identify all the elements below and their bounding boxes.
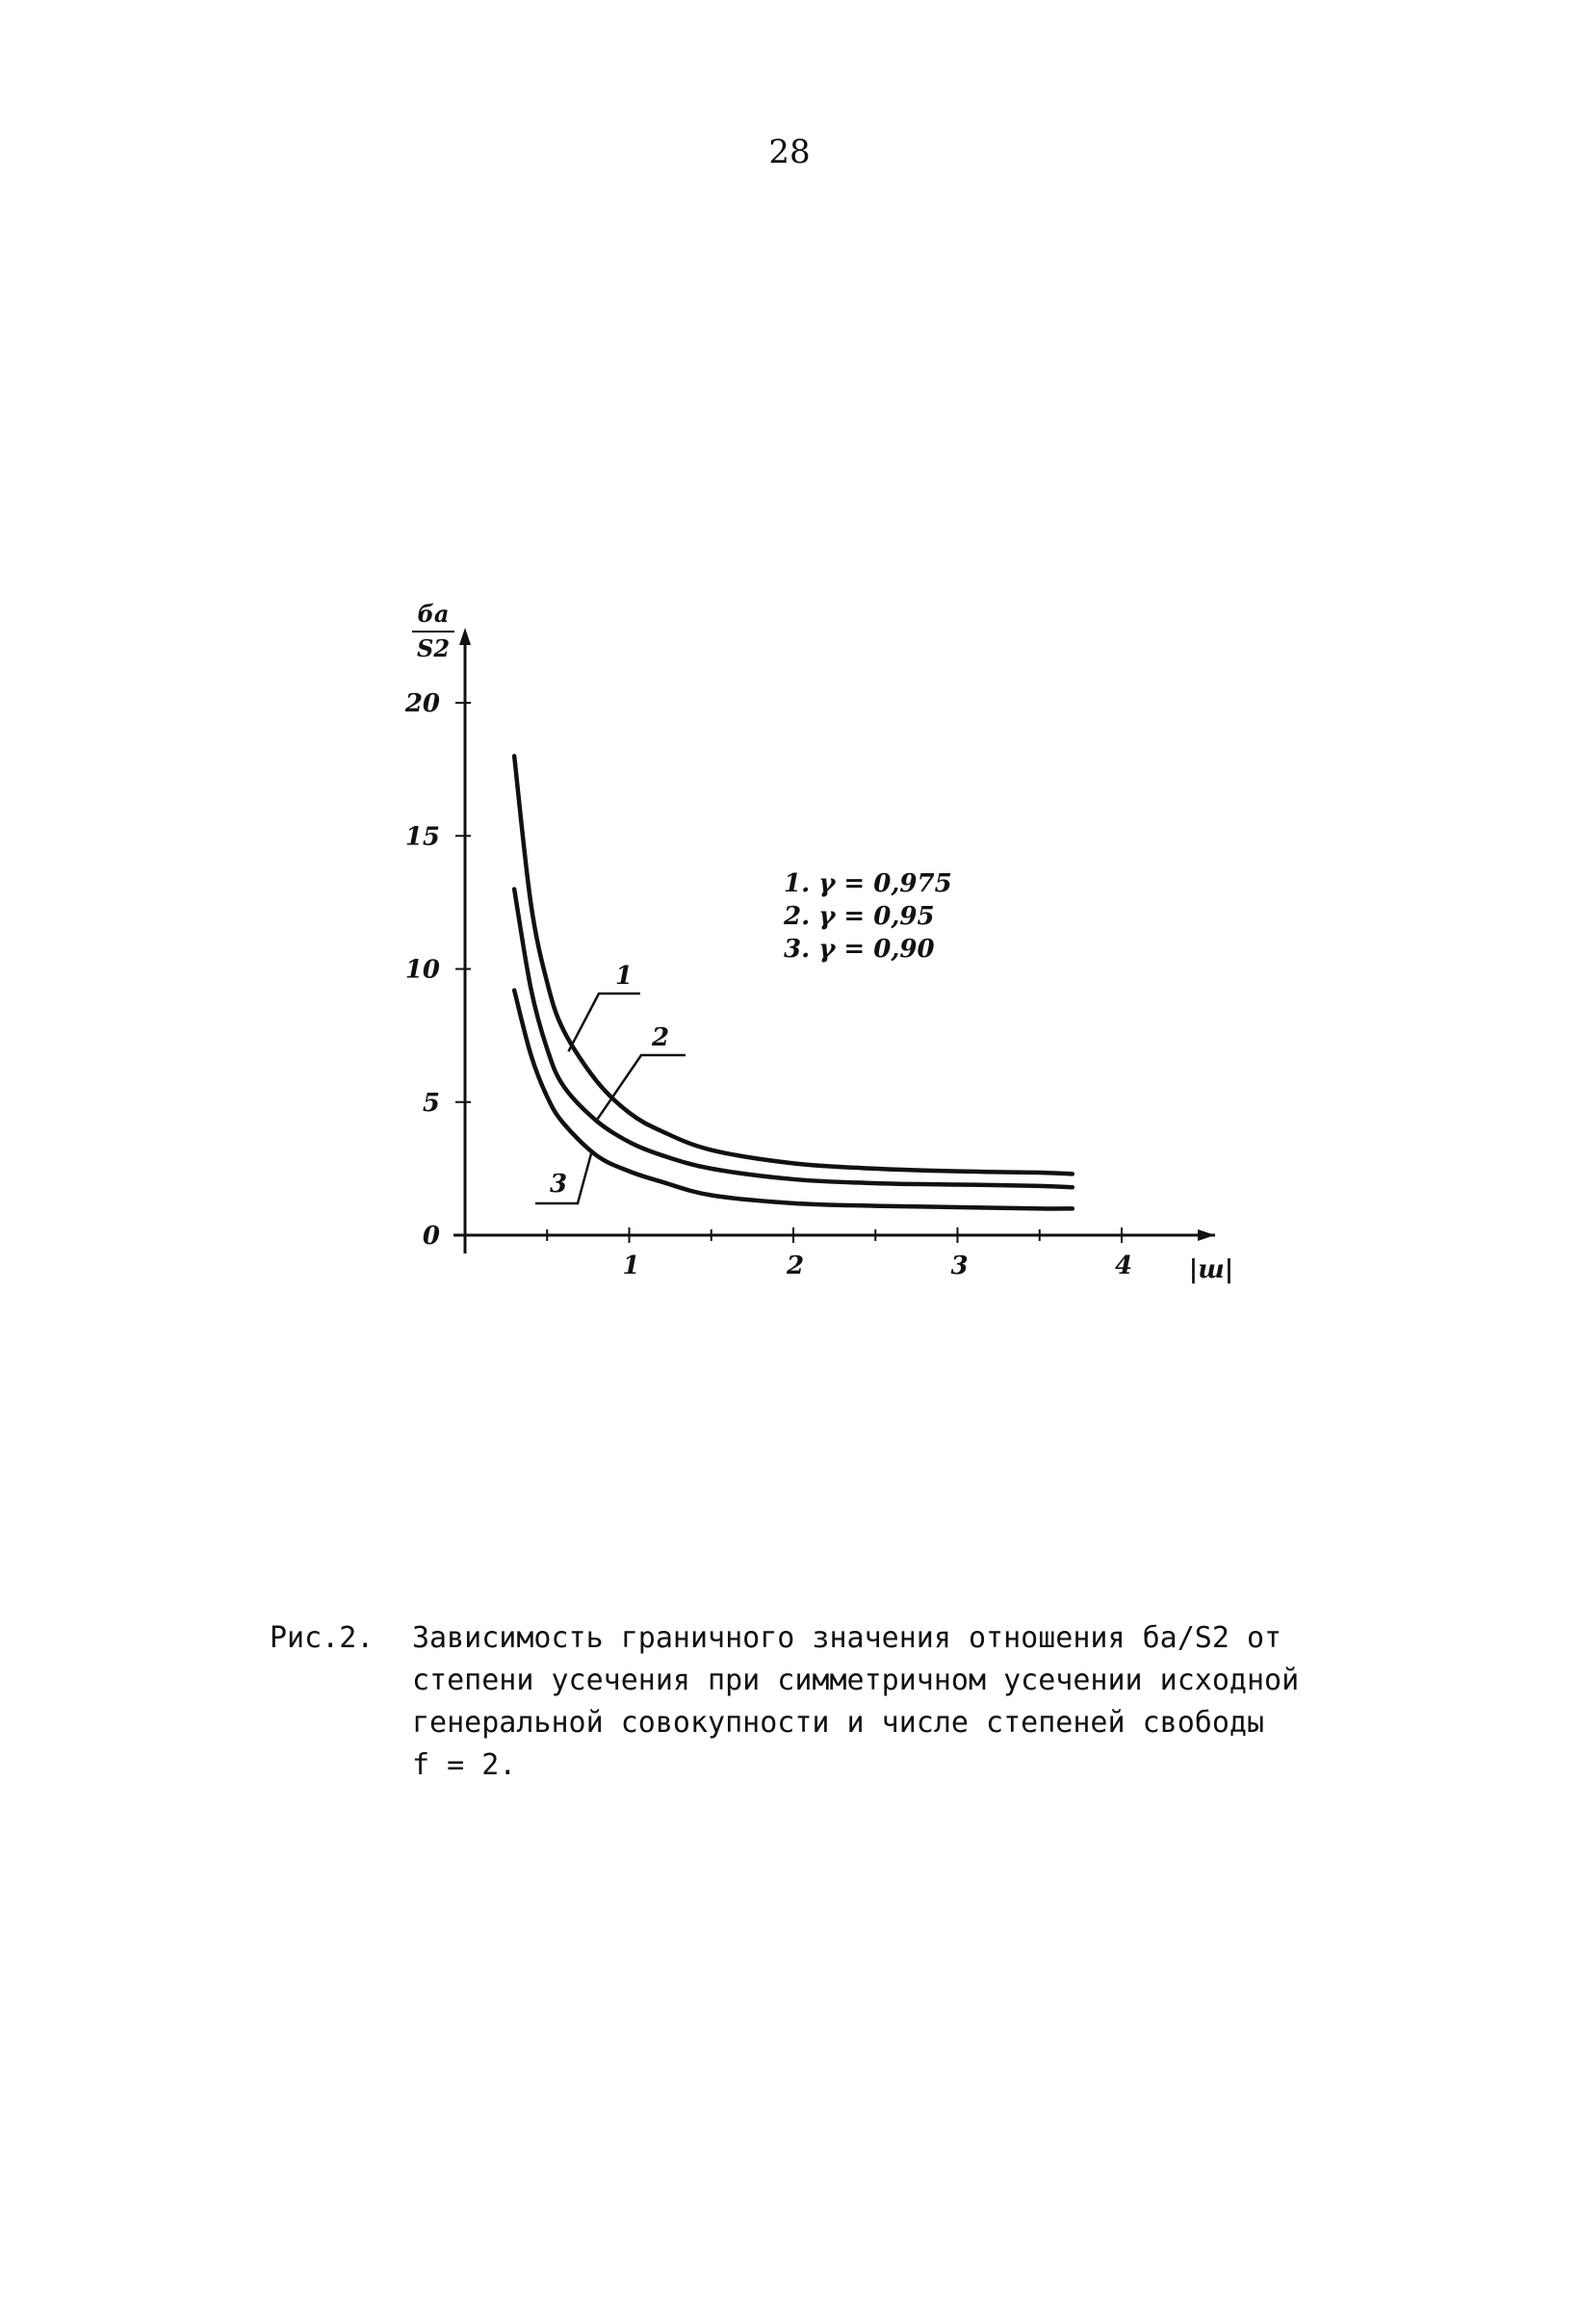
y-tick-label: 15 xyxy=(404,822,440,852)
y-axis-label-denominator: S2 xyxy=(416,634,451,662)
leader-line-1 xyxy=(568,994,640,1051)
x-tick-label: 1 xyxy=(622,1252,640,1280)
curve-label-3: 3 xyxy=(549,1170,568,1199)
page-number: 28 xyxy=(768,133,811,171)
curve-3 xyxy=(514,991,1073,1209)
y-tick-label: 5 xyxy=(422,1088,440,1118)
caption-line: f = 2. xyxy=(412,1748,517,1782)
legend-item: 3. γ = 0,90 xyxy=(784,935,935,964)
caption-text xyxy=(412,1617,1356,1787)
caption-line: генеральной совокупности и числе степеней свободы xyxy=(412,1706,1265,1740)
x-tick-label: 3 xyxy=(950,1252,969,1280)
caption-line: Зависимость граничного значения отношения бa/S2 от xyxy=(412,1621,1282,1655)
y-tick-label: 20 xyxy=(404,689,440,718)
curve-2 xyxy=(514,890,1073,1188)
x-axis-arrow xyxy=(1198,1229,1215,1241)
chart-ticks xyxy=(404,689,1132,1280)
chart-legend xyxy=(783,869,952,964)
legend-item: 2. γ = 0,95 xyxy=(784,902,935,931)
y-tick-label: 0 xyxy=(422,1222,440,1251)
x-tick-label: 2 xyxy=(786,1252,805,1280)
y-axis-arrow xyxy=(459,628,471,645)
legend-item: 1. γ = 0,975 xyxy=(784,869,952,898)
chart-curves xyxy=(514,756,1073,1208)
y-tick-label: 10 xyxy=(404,955,440,985)
caption-label: Рис.2. xyxy=(270,1621,375,1655)
curve-1 xyxy=(514,756,1073,1174)
caption-line: степени усечения при симметричном усечении исходной xyxy=(412,1664,1300,1697)
x-axis-label: |ш| xyxy=(1188,1255,1234,1284)
leader-line-2 xyxy=(596,1055,686,1121)
y-axis-label-numerator: бa xyxy=(417,600,450,628)
curve-label-1: 1 xyxy=(614,962,634,991)
x-tick-label: 4 xyxy=(1114,1252,1133,1280)
curve-label-2: 2 xyxy=(651,1023,670,1052)
